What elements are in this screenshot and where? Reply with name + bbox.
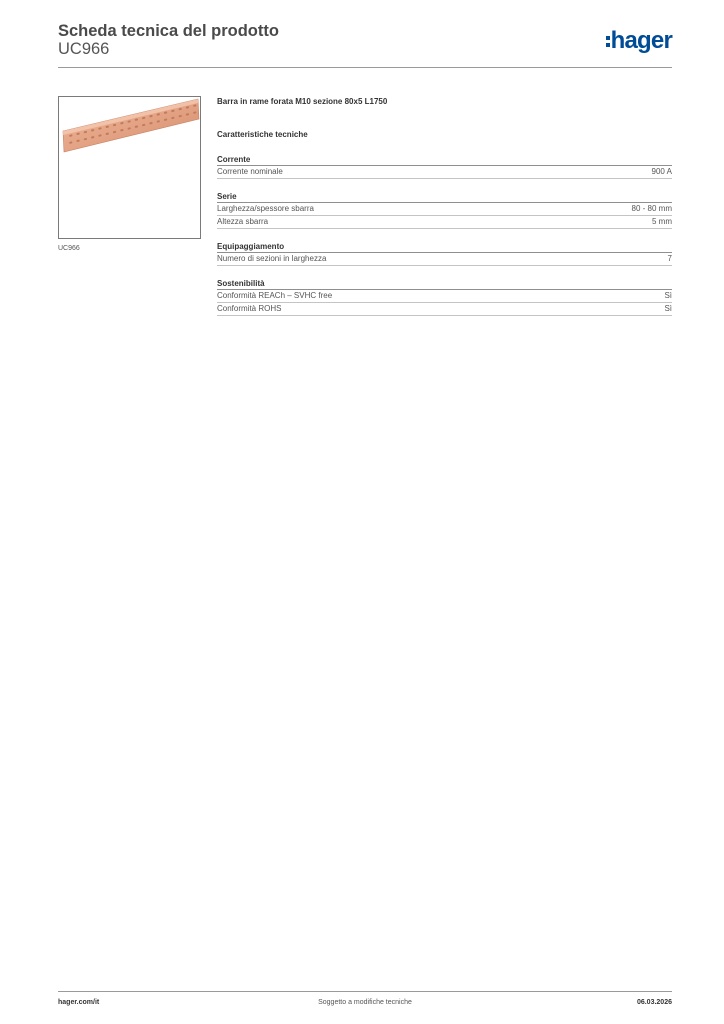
spec-row <box>217 203 672 216</box>
spec-row <box>217 166 672 179</box>
spec-label: Corrente nominale <box>217 167 283 176</box>
spec-value: 900 A <box>651 167 672 176</box>
spec-group-title: Sostenibilità <box>217 278 672 290</box>
spec-value: 7 <box>667 254 672 263</box>
spec-value: 80 - 80 mm <box>631 204 672 213</box>
product-image-frame <box>58 96 201 239</box>
spec-label: Numero di sezioni in larghezza <box>217 254 327 263</box>
product-code: UC966 <box>58 40 110 58</box>
spec-row <box>217 290 672 303</box>
specs-heading: Caratteristiche tecniche <box>217 130 308 139</box>
spec-label: Larghezza/spessore sbarra <box>217 204 314 213</box>
spec-group-title: Corrente <box>217 154 672 166</box>
hager-logo <box>606 28 672 54</box>
spec-row <box>217 253 672 266</box>
product-description: Barra in rame forata M10 sezione 80x5 L1750 <box>217 97 388 106</box>
spec-value: 5 mm <box>652 217 672 226</box>
spec-group-sostenibilita <box>217 278 672 316</box>
spec-group-title: Equipaggiamento <box>217 241 672 253</box>
page-header <box>58 22 672 68</box>
logo-text: hager <box>610 27 672 54</box>
footer-date: 06.03.2026 <box>636 999 672 1006</box>
spec-group-corrente <box>217 154 672 179</box>
footer-note: Soggetto a modifiche tecniche <box>318 999 412 1006</box>
copper-busbar-image <box>59 97 200 238</box>
spec-row <box>217 303 672 316</box>
document-title: Scheda tecnica del prodotto <box>58 22 279 40</box>
logo-dots-icon <box>606 36 610 47</box>
spec-label: Altezza sbarra <box>217 217 269 226</box>
spec-value: Sì <box>664 304 672 313</box>
spec-label: Conformità ROHS <box>217 304 282 313</box>
spec-row <box>217 216 672 229</box>
spec-group-title: Serie <box>217 191 672 203</box>
image-caption: UC966 <box>58 245 80 252</box>
spec-value: Sì <box>664 291 672 300</box>
spec-group-serie <box>217 191 672 229</box>
product-details <box>217 96 672 316</box>
footer-website-link[interactable]: hager.com/it <box>58 999 100 1006</box>
spec-group-equipaggiamento <box>217 241 672 266</box>
page-footer <box>58 991 672 1011</box>
spec-label: Conformità REACh – SVHC free <box>217 291 333 300</box>
